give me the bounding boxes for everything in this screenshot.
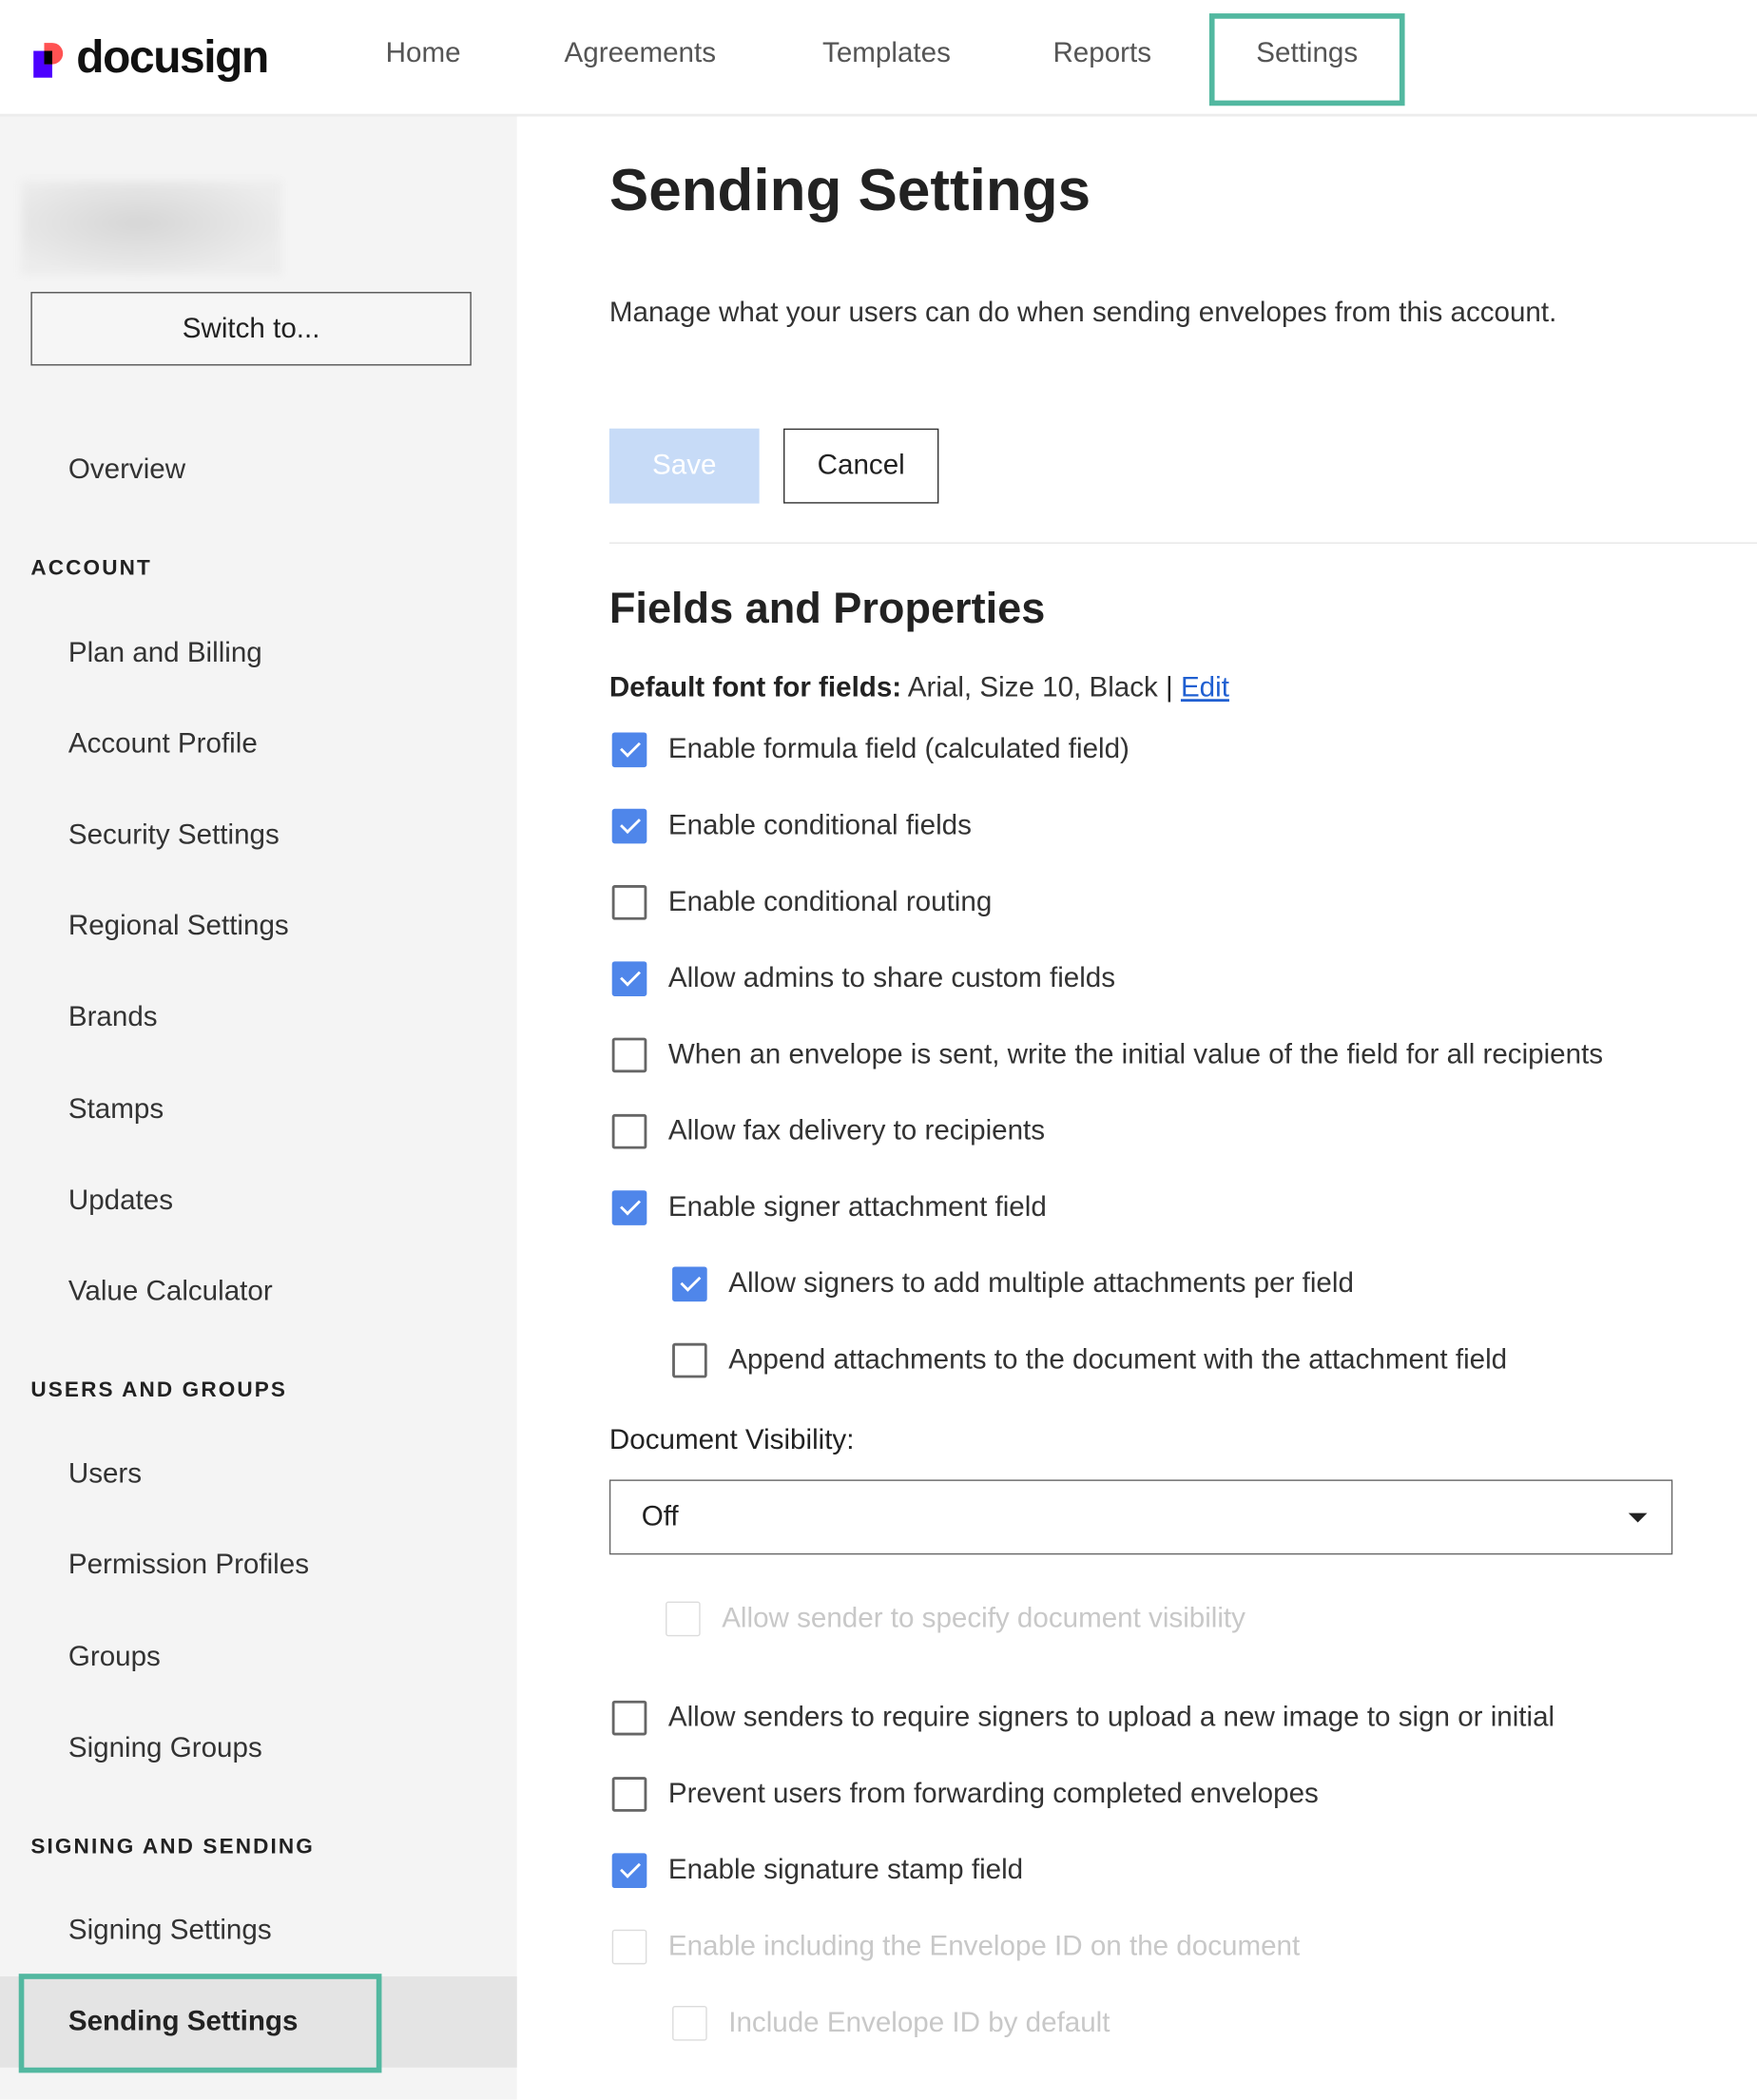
sidebar-item-plan-billing[interactable]: Plan and Billing	[68, 637, 262, 668]
checkbox-unchecked-icon	[666, 1602, 701, 1637]
sidebar-item-account-profile[interactable]: Account Profile	[68, 728, 258, 760]
sidebar-section-signing-sending: SIGNING AND SENDING	[30, 1836, 315, 1859]
sidebar-item-stamps[interactable]: Stamps	[68, 1093, 164, 1126]
sidebar-item-users[interactable]: Users	[68, 1457, 143, 1490]
nav-reports[interactable]: Reports	[1052, 37, 1152, 68]
sidebar-item-signing-groups[interactable]: Signing Groups	[68, 1732, 262, 1764]
checkbox-checked-icon[interactable]	[612, 961, 647, 996]
checkbox-label: Enable conditional routing	[667, 886, 993, 917]
checkbox-unchecked-icon[interactable]	[612, 1701, 647, 1736]
checkbox-option[interactable]	[612, 1853, 1023, 1888]
divider	[609, 542, 1757, 543]
checkbox-label: Enable signature stamp field	[667, 1854, 1024, 1886]
chevron-down-icon	[1629, 1513, 1648, 1523]
checkbox-checked-icon[interactable]	[612, 732, 647, 767]
default-font-info: Default font for fields: Arial, Size 10, Black | Edit	[608, 672, 1229, 703]
checkbox-unchecked-icon[interactable]	[672, 1343, 707, 1378]
nav-agreements[interactable]: Agreements	[564, 37, 717, 68]
account-name-blurred	[22, 181, 281, 275]
sidebar-item-groups[interactable]: Groups	[68, 1641, 161, 1673]
top-nav-bar	[0, 0, 1757, 117]
checkbox-option[interactable]	[612, 885, 993, 920]
docusign-logo[interactable]	[33, 32, 268, 85]
checkbox-label: Allow senders to require signers to upload a new image to sign or initial	[667, 1702, 1555, 1733]
page-title: Sending Settings	[608, 158, 1091, 224]
sidebar-item-overview[interactable]: Overview	[68, 453, 186, 485]
checkbox-label: Allow signers to add multiple attachments per field	[728, 1267, 1354, 1300]
checkbox-label: Enable conditional fields	[667, 810, 972, 841]
sidebar-item-sending-settings[interactable]: Sending Settings	[68, 2005, 299, 2037]
sidebar-item-permission-profiles[interactable]: Permission Profiles	[68, 1549, 309, 1581]
switch-account-button[interactable]: Switch to...	[30, 292, 471, 365]
checkbox-option[interactable]	[612, 809, 972, 844]
logo-icon	[33, 40, 68, 77]
default-font-value: Arial, Size 10, Black	[901, 672, 1167, 703]
checkbox-label: Enable signer attachment field	[667, 1191, 1047, 1223]
nav-settings[interactable]: Settings	[1256, 37, 1359, 68]
checkbox-checked-icon[interactable]	[672, 1266, 707, 1301]
checkbox-option[interactable]	[612, 1038, 1603, 1073]
checkbox-option[interactable]	[612, 961, 1115, 996]
cancel-button[interactable]: Cancel	[783, 429, 938, 504]
checkbox-label: When an envelope is sent, write the initial value of the field for all recipients	[667, 1039, 1604, 1070]
save-button[interactable]: Save	[609, 429, 760, 504]
page-description: Manage what your users can do when sending envelopes from this account.	[608, 297, 1557, 329]
section-title: Fields and Properties	[608, 584, 1046, 632]
checkbox-checked-icon[interactable]	[612, 1190, 647, 1225]
settings-highlight-box	[1209, 13, 1405, 106]
checkbox-unchecked-icon	[612, 1930, 647, 1965]
sidebar-item-value-calculator[interactable]: Value Calculator	[68, 1276, 273, 1307]
checkbox-option[interactable]	[672, 1343, 1507, 1378]
checkbox-option	[672, 2006, 1110, 2041]
checkbox-option[interactable]	[612, 1114, 1045, 1149]
checkbox-unchecked-icon[interactable]	[612, 1114, 647, 1149]
checkbox-option[interactable]	[612, 1701, 1554, 1736]
sidebar-item-signing-settings[interactable]: Signing Settings	[68, 1915, 272, 1946]
document-visibility-value: Off	[641, 1500, 679, 1532]
checkbox-option	[612, 1930, 1301, 1965]
checkbox-option[interactable]	[672, 1266, 1354, 1301]
checkbox-label: Enable formula field (calculated field)	[667, 733, 1130, 765]
checkbox-unchecked-icon	[672, 2006, 707, 2041]
checkbox-unchecked-icon[interactable]	[612, 885, 647, 920]
checkbox-unchecked-icon[interactable]	[612, 1777, 647, 1812]
checkbox-checked-icon[interactable]	[612, 809, 647, 844]
checkbox-label: Prevent users from forwarding completed envelopes	[667, 1778, 1319, 1809]
checkbox-label: Append attachments to the document with the attachment field	[728, 1344, 1508, 1376]
checkbox-label: Allow sender to specify document visibility	[722, 1603, 1245, 1634]
checkbox-unchecked-icon[interactable]	[612, 1038, 647, 1073]
checkbox-checked-icon[interactable]	[612, 1853, 647, 1888]
nav-templates[interactable]: Templates	[822, 37, 951, 68]
checkbox-label: Include Envelope ID by default	[728, 2007, 1110, 2038]
default-font-label: Default font for fields:	[608, 672, 902, 703]
edit-font-link[interactable]: Edit	[1180, 672, 1229, 703]
sidebar-section-account: ACCOUNT	[30, 556, 152, 580]
sidebar-item-security-settings[interactable]: Security Settings	[68, 819, 280, 851]
sending-settings-highlight-box	[19, 1974, 382, 2072]
checkbox-label: Allow fax delivery to recipients	[667, 1115, 1046, 1146]
sidebar-section-users-groups: USERS AND GROUPS	[30, 1378, 288, 1402]
checkbox-option	[666, 1602, 1245, 1637]
checkbox-option[interactable]	[612, 732, 1130, 767]
sidebar-item-updates[interactable]: Updates	[68, 1185, 174, 1216]
sidebar-item-brands[interactable]: Brands	[68, 1001, 158, 1032]
document-visibility-select[interactable]	[609, 1479, 1672, 1554]
checkbox-option[interactable]	[612, 1777, 1319, 1812]
document-visibility-label: Document Visibility:	[608, 1424, 855, 1456]
checkbox-option[interactable]	[612, 1190, 1047, 1225]
sidebar-item-regional-settings[interactable]: Regional Settings	[68, 910, 289, 942]
checkbox-label: Enable including the Envelope ID on the document	[667, 1931, 1301, 1962]
nav-home[interactable]: Home	[385, 37, 461, 68]
checkbox-label: Allow admins to share custom fields	[667, 962, 1116, 994]
logo-text: docusign	[76, 31, 268, 84]
